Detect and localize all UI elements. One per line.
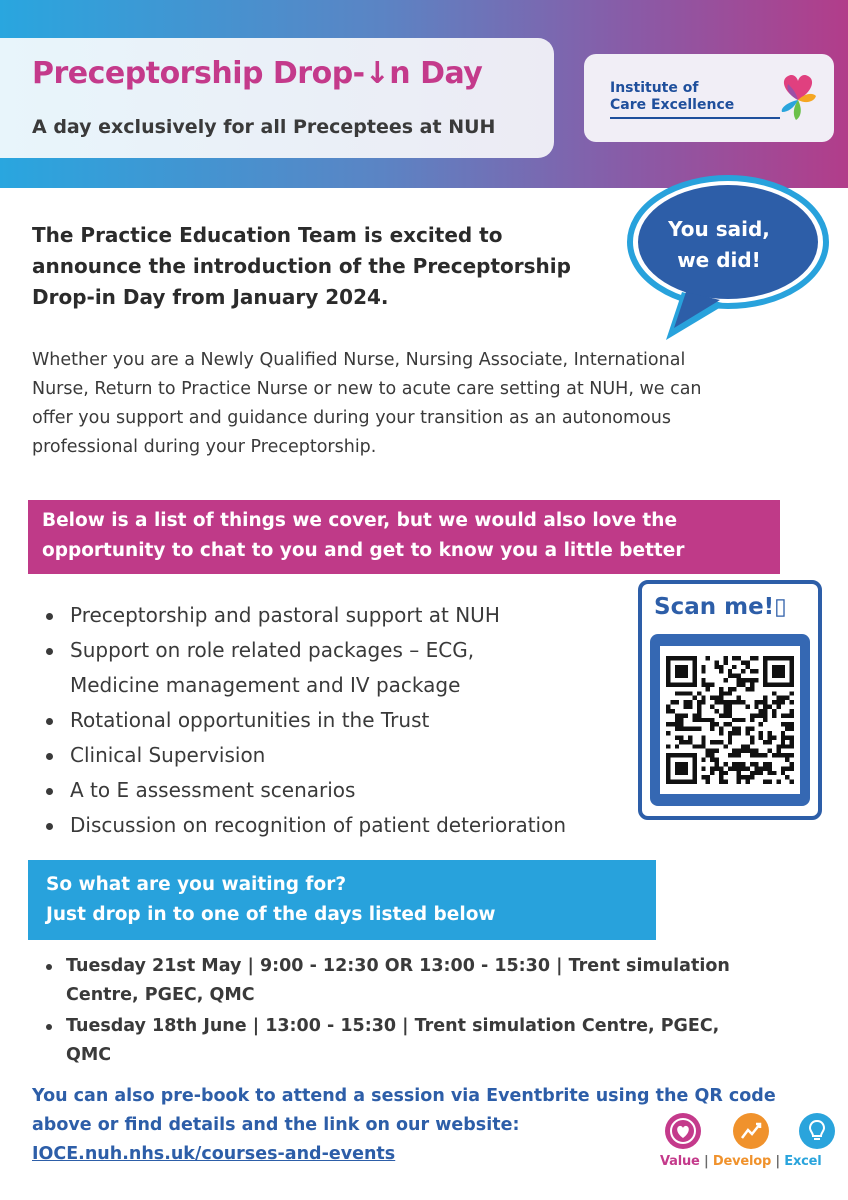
intro-line: announce the introduction of the Preceptorship	[32, 254, 571, 278]
paragraph-line: professional during your Preceptorship.	[32, 437, 377, 457]
value-label: Value	[660, 1154, 700, 1169]
session-date-text: Centre, PGEC, QMC	[66, 985, 255, 1005]
topics-banner-line: Below is a list of things we cover, but we would also love the	[42, 510, 677, 531]
list-item-text: Clinical Supervision	[70, 743, 266, 767]
list-item-text: A to E assessment scenarios	[70, 778, 356, 802]
speech-bubble-text	[634, 214, 804, 276]
list-item	[44, 738, 684, 773]
list-item-text: Preceptorship and pastoral support at NUH	[70, 603, 500, 627]
qr-card	[638, 580, 822, 820]
list-item-text: Support on role related packages – ECG,	[70, 638, 475, 662]
cta-banner-line: So what are you waiting for?	[46, 874, 347, 895]
bubble-line-1: You said,	[668, 217, 770, 241]
logo-line-1: Institute of	[610, 80, 699, 96]
header-banner	[0, 0, 848, 188]
website-link[interactable]: IOCE.nuh.nhs.uk/courses-and-events	[32, 1144, 396, 1164]
list-item-text: Medicine management and IV package	[70, 673, 461, 697]
page-title: Preceptorship Drop-↓n Day	[32, 56, 483, 91]
booking-line-2: above or find details and the link on our website:	[32, 1115, 520, 1135]
paragraph-line: offer you support and guidance during your transition as an autonomous	[32, 408, 671, 428]
list-item	[44, 808, 684, 843]
session-date-text: Tuesday 21st May | 9:00 - 12:30 OR 13:00 - 15:30 | Trent simulation	[66, 956, 730, 976]
cta-banner	[28, 860, 656, 940]
booking-line-1: You can also pre-book to attend a session via Eventbrite using the QR code	[32, 1086, 776, 1106]
cta-banner-line: Just drop in to one of the days listed below	[46, 904, 496, 925]
heart-logo-icon	[774, 70, 822, 126]
session-date-text: QMC	[66, 1045, 112, 1065]
value-icon	[664, 1112, 702, 1150]
excel-label: Excel	[784, 1154, 822, 1169]
values-separator: |	[703, 1154, 709, 1169]
logo-wordmark	[610, 80, 790, 114]
description-paragraph	[32, 346, 832, 462]
topics-list	[44, 598, 684, 843]
values-separator: |	[775, 1154, 780, 1169]
page-subtitle: A day exclusively for all Preceptees at NUH	[32, 116, 496, 138]
develop-icon	[732, 1112, 770, 1150]
title-panel	[0, 38, 554, 158]
paragraph-line: Whether you are a Newly Qualified Nurse, Nursing Associate, International	[32, 350, 686, 370]
ice-logo	[584, 54, 834, 142]
logo-line-2: Care Excellence	[610, 97, 735, 113]
intro-line: Drop-in Day from January 2024.	[32, 285, 389, 309]
list-item	[44, 598, 684, 633]
topics-banner-line: opportunity to chat to you and get to know you a little better	[42, 540, 685, 561]
session-date-text: Tuesday 18th June | 13:00 - 15:30 | Trent simulation Centre, PGEC,	[66, 1016, 720, 1036]
values-badges	[660, 1112, 840, 1192]
paragraph-line: Nurse, Return to Practice Nurse or new to acute care setting at NUH, we can	[32, 379, 702, 399]
values-text	[660, 1154, 840, 1169]
list-item	[44, 773, 684, 808]
list-item-text: Rotational opportunities in the Trust	[70, 708, 430, 732]
session-dates-list	[44, 952, 824, 1072]
list-item	[44, 703, 684, 738]
qr-frame	[650, 634, 810, 806]
list-item-text: Discussion on recognition of patient deterioration	[70, 813, 567, 837]
list-item	[44, 633, 684, 703]
develop-label: Develop	[712, 1154, 772, 1169]
intro-line: The Practice Education Team is excited to	[32, 223, 503, 247]
excel-icon	[798, 1112, 836, 1150]
topics-banner	[28, 500, 780, 574]
bubble-line-2: we did!	[677, 248, 761, 272]
logo-underline	[610, 117, 780, 119]
intro-text	[32, 220, 632, 313]
qr-background	[660, 646, 800, 794]
qr-code-icon[interactable]	[666, 656, 794, 784]
session-date-item	[44, 1012, 824, 1070]
session-date-item	[44, 952, 824, 1010]
qr-title: Scan me!▯	[654, 594, 787, 620]
